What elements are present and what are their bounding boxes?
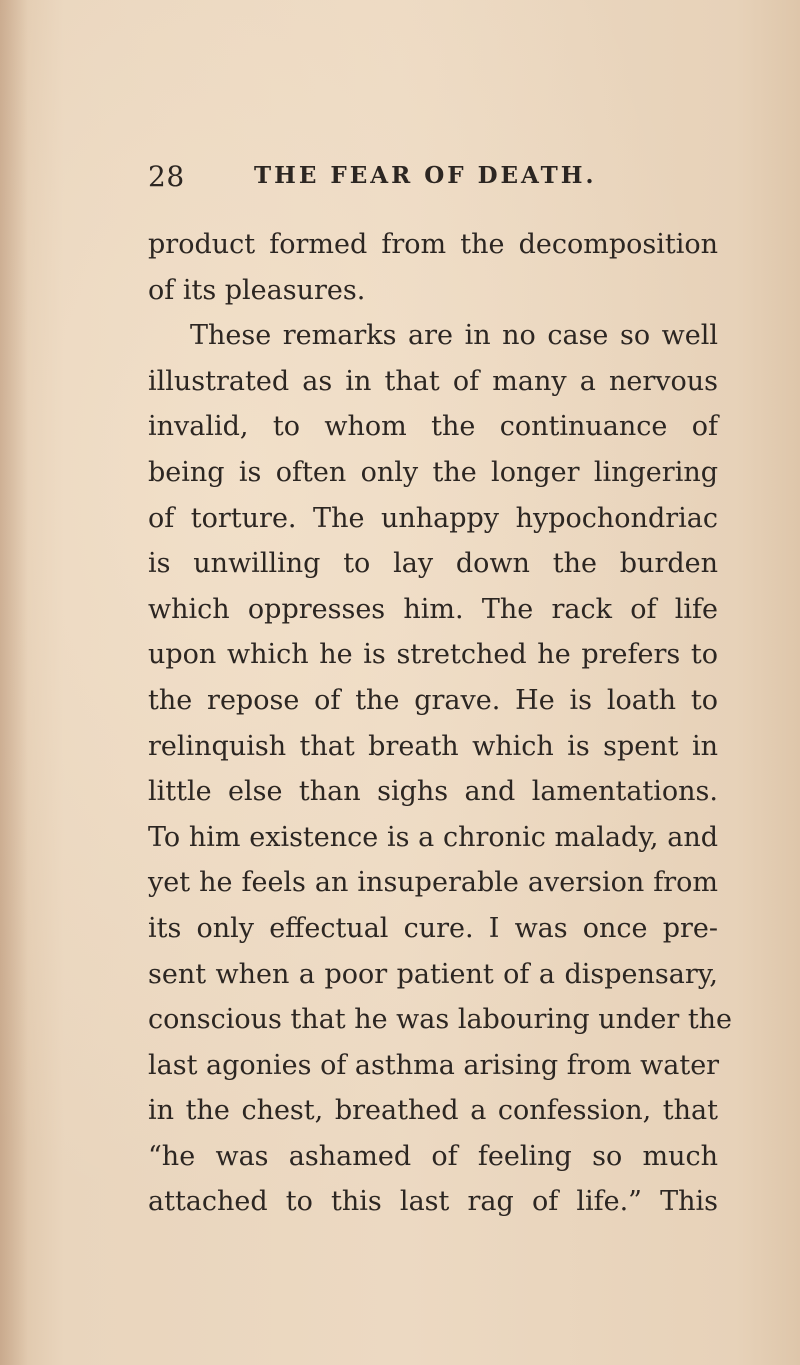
text-line: its only effectual cure. I was once pre-: [148, 912, 718, 944]
running-head: [148, 160, 748, 200]
page-number: 28: [148, 160, 185, 193]
text-line: To him existence is a chronic malady, and: [148, 821, 718, 853]
text-line: the repose of the grave. He is loath to: [148, 684, 718, 716]
text-line: yet he feels an insuperable aversion from: [148, 867, 718, 899]
text-line: upon which he is stretched he prefers to: [148, 639, 718, 671]
text-line: invalid, to whom the continuance of: [148, 411, 718, 443]
text-line: of its pleasures.: [148, 274, 366, 306]
text-line: conscious that he was labouring under the: [148, 1004, 733, 1036]
page-edge-shadow: [0, 0, 28, 1365]
text-line: “he was ashamed of feeling so much: [148, 1140, 718, 1172]
text-line: sent when a poor patient of a dispensary,: [148, 958, 718, 990]
text-line: attached to this last rag of life.” This: [148, 1186, 718, 1218]
text-line: product formed from the decomposition: [148, 229, 718, 260]
text-line: These remarks are in no case so well: [190, 320, 718, 352]
text-line: is unwilling to lay down the burden: [148, 548, 718, 580]
text-line: in the chest, breathed a confession, that: [148, 1095, 718, 1127]
text-line: which oppresses him. The rack of life: [148, 593, 718, 625]
text-line: little else than sighs and lamentations.: [148, 776, 718, 808]
text-line: being is often only the longer lingering: [148, 456, 718, 488]
body-text: [148, 222, 733, 1225]
text-line: illustrated as in that of many a nervous: [148, 365, 718, 397]
text-line: last agonies of asthma arising from water: [148, 1049, 720, 1081]
running-title: THE FEAR OF DEATH.: [254, 162, 597, 189]
text-line: relinquish that breath which is spent in: [148, 730, 718, 762]
text-line: of torture. The unhappy hypochondriac: [148, 502, 718, 534]
